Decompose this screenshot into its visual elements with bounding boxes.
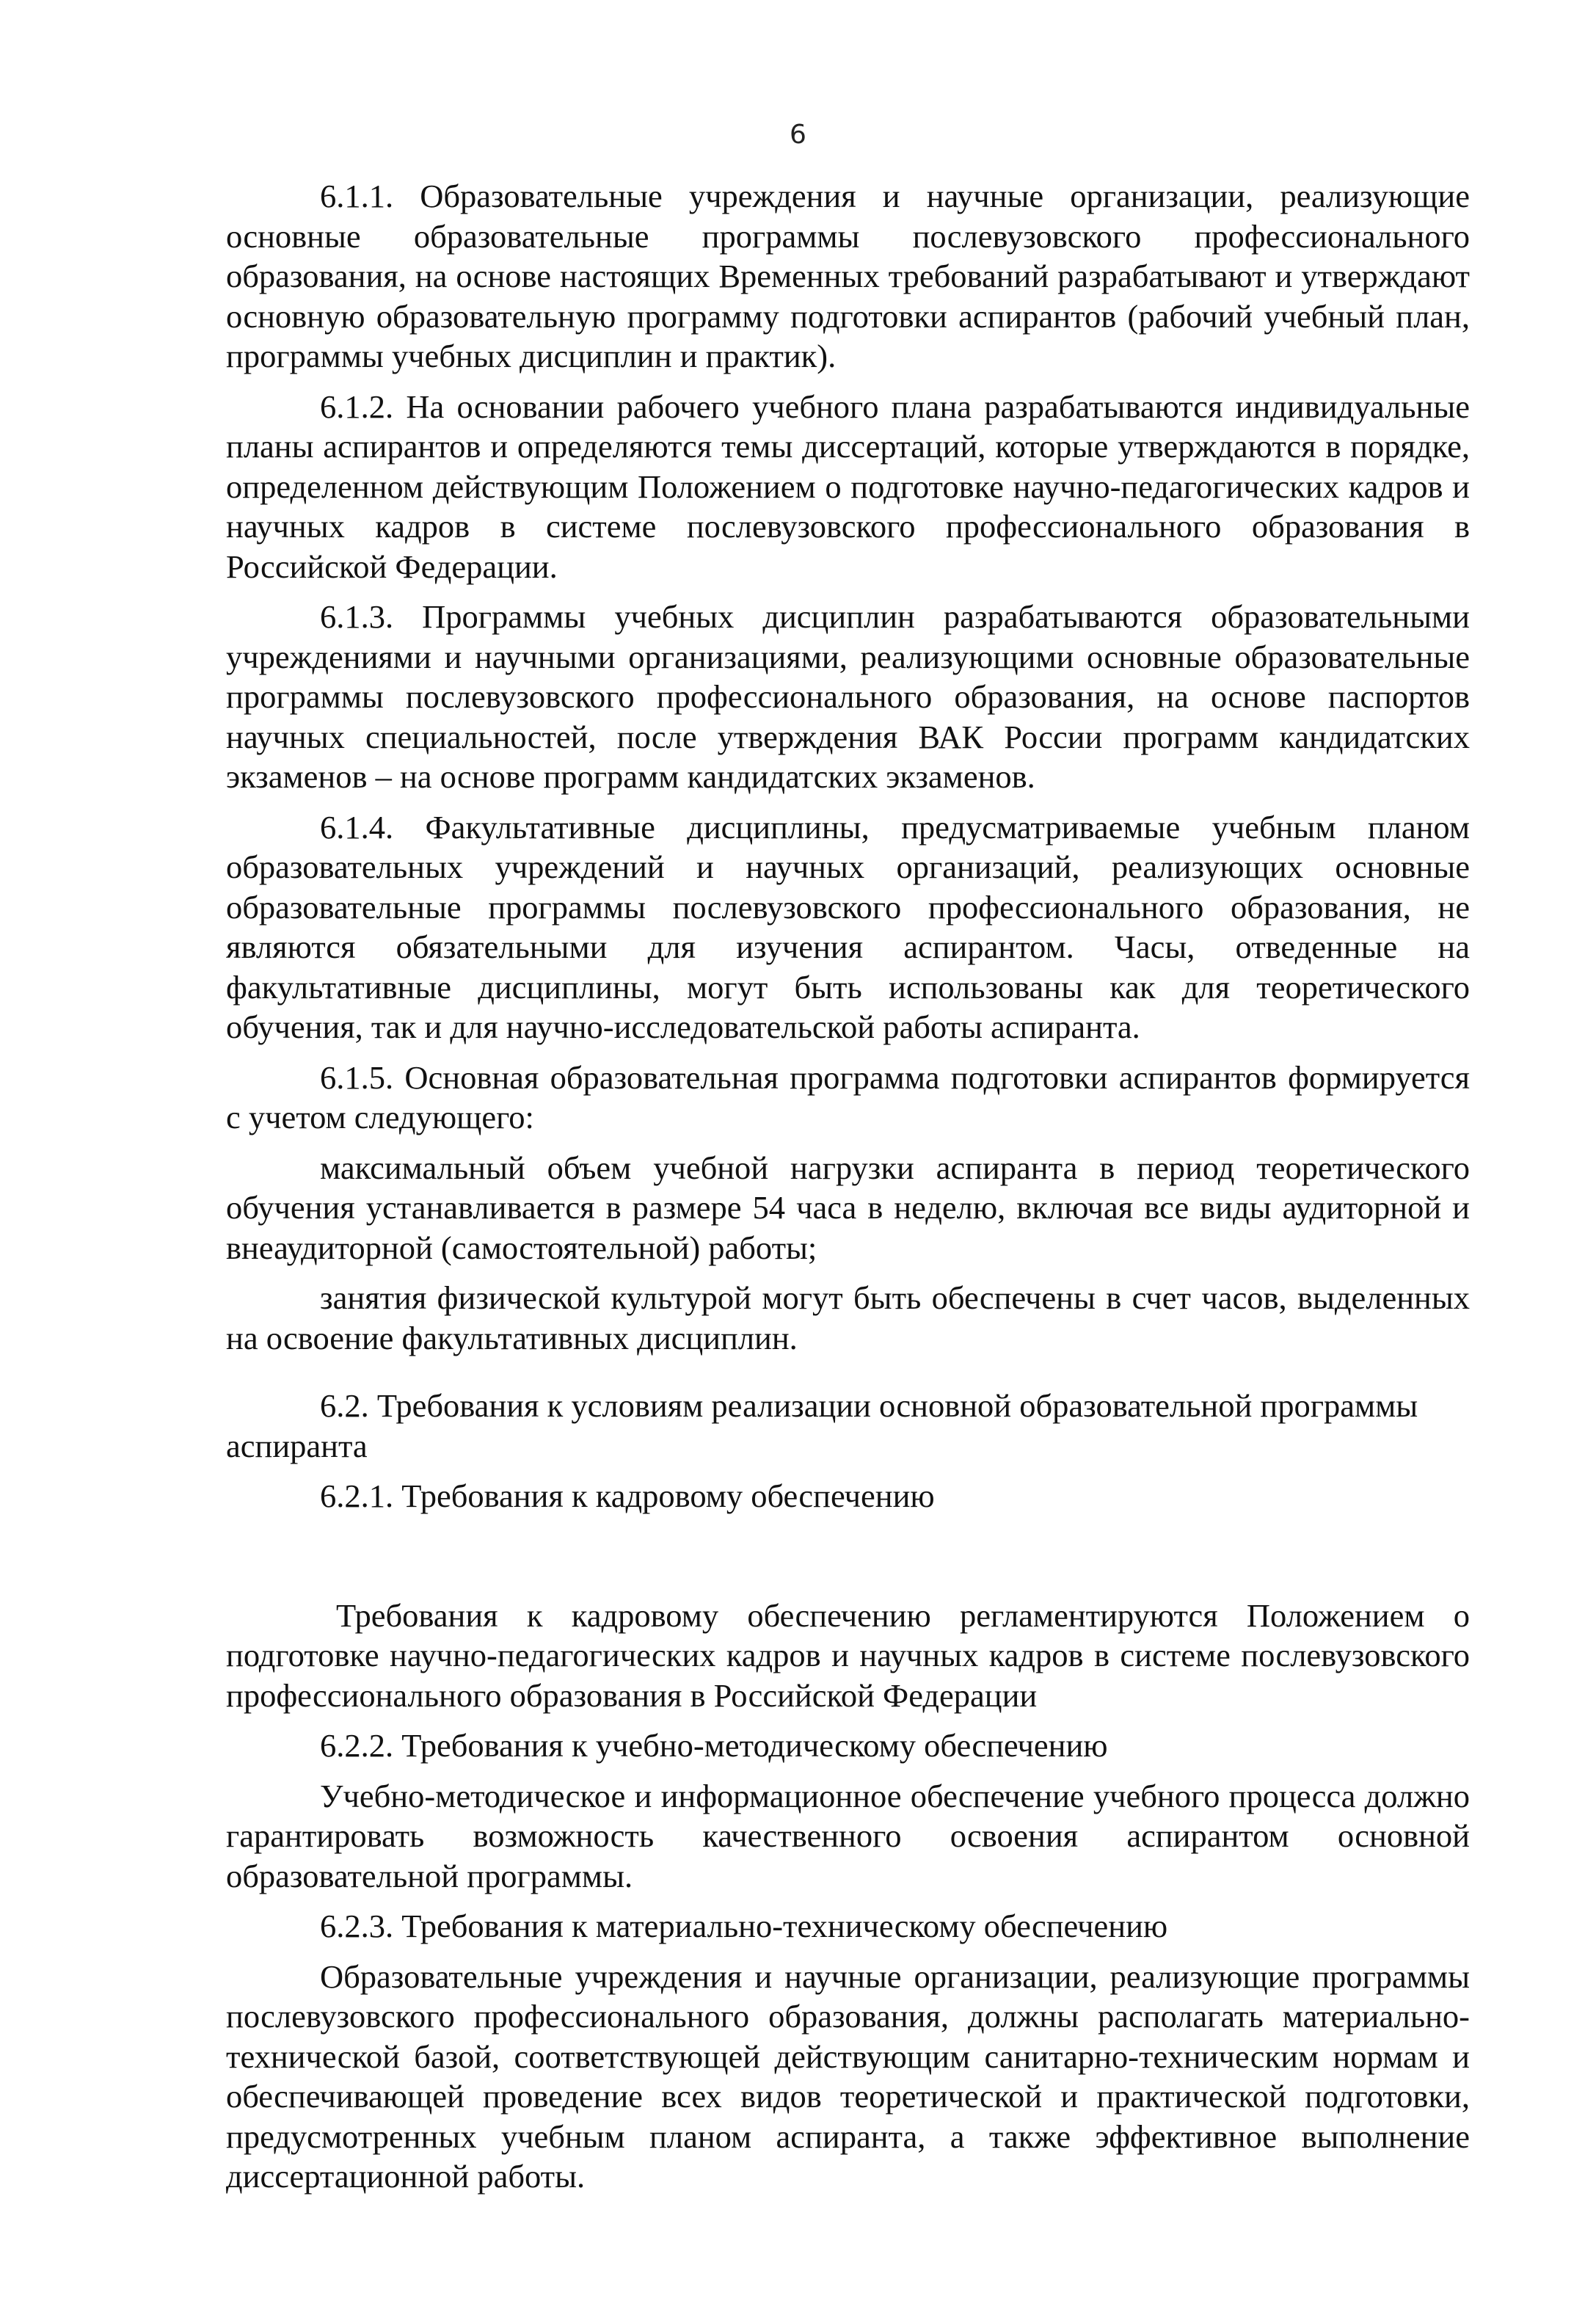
section-heading-6-2-1: 6.2.1. Требования к кадровому обеспечению (320, 1477, 935, 1514)
paragraph-6-1-5-item-sport: занятия физической культурой могут быть обеспечены в счет часов, выделенных на освоение факультативных дисциплин. (226, 1279, 1470, 1356)
paragraph-6-1-4: 6.1.4. Факультативные дисциплины, предусматриваемые учебным планом образовательных учреждений и научных организаций, реализующих основные образовательные программы послевузовского профессионального образования, не являются обязательными для изучения аспирантом. Часы, отведенные на факультативные дисциплины, могут быть использованы как для теоретического обучения, так и для научно-исследовательской работы аспиранта. (226, 808, 1470, 1045)
paragraph-6-2-2-text: Учебно-методическое и информационное обеспечение учебного процесса должно гарантировать возможность качественного освоения аспирантом основной образовательной программы. (226, 1777, 1470, 1894)
paragraph-6-1-5: 6.1.5. Основная образовательная программа подготовки аспирантов формируется с учетом следующего: (226, 1058, 1470, 1135)
section-heading-6-2: 6.2. Требования к условиям реализации основной образовательной программы аспиранта (226, 1387, 1418, 1464)
paragraph-6-2-1-text: Требования к кадровому обеспечению регламентируются Положением о подготовке научно-педагогических кадров и научных кадров в системе послевузовского профессионального образования в Российской Федерации (226, 1596, 1470, 1714)
paragraph-6-1-5-item-load: максимальный объем учебной нагрузки аспиранта в период теоретического обучения устанавливается в размере 54 часа в неделю, включая все виды аудиторной и внеаудиторной (самостоятельной) работы; (226, 1149, 1470, 1266)
paragraph-6-2-3-text: Образовательные учреждения и научные организации, реализующие программы послевузовского профессионального образования, должны располагать материально-технической базой, соответствующей действующим санитарно-техническим нормам и обеспечивающей проведение всех видов теоретической и практической подготовки, предусмотренных учебным планом аспиранта, а также эффективное выполнение диссертационной работы. (226, 1957, 1470, 2195)
document-body (226, 176, 1470, 2207)
paragraph-6-1-1: 6.1.1. Образовательные учреждения и научные организации, реализующие основные образовательные программы послевузовского профессионального образования, на основе настоящих Временных требований разрабатывают и утверждают основную образовательную программу подготовки аспирантов (рабочий учебный план, программы учебных дисциплин и практик). (226, 178, 1470, 374)
paragraph-6-1-2: 6.1.2. На основании рабочего учебного плана разрабатываются индивидуальные планы аспирантов и определяются темы диссертаций, которые утверждаются в порядке, определенном действующим Положением о подготовке научно-педагогических кадров и научных кадров в системе послевузовского профессионального образования в Российской Федерации. (226, 388, 1470, 585)
section-heading-6-2-3: 6.2.3. Требования к материально-техническому обеспечению (320, 1908, 1168, 1944)
section-heading-6-2-2: 6.2.2. Требования к учебно-методическому обеспечению (320, 1727, 1108, 1764)
page-number: 6 (790, 120, 806, 150)
paragraph-6-1-3: 6.1.3. Программы учебных дисциплин разрабатываются образовательными учреждениями и научными организациями, реализующими основные образовательные программы послевузовского профессионального образования, на основе паспортов научных специальностей, после утверждения ВАК России программ кандидатских экзаменов – на основе программ кандидатских экзаменов. (226, 598, 1470, 795)
